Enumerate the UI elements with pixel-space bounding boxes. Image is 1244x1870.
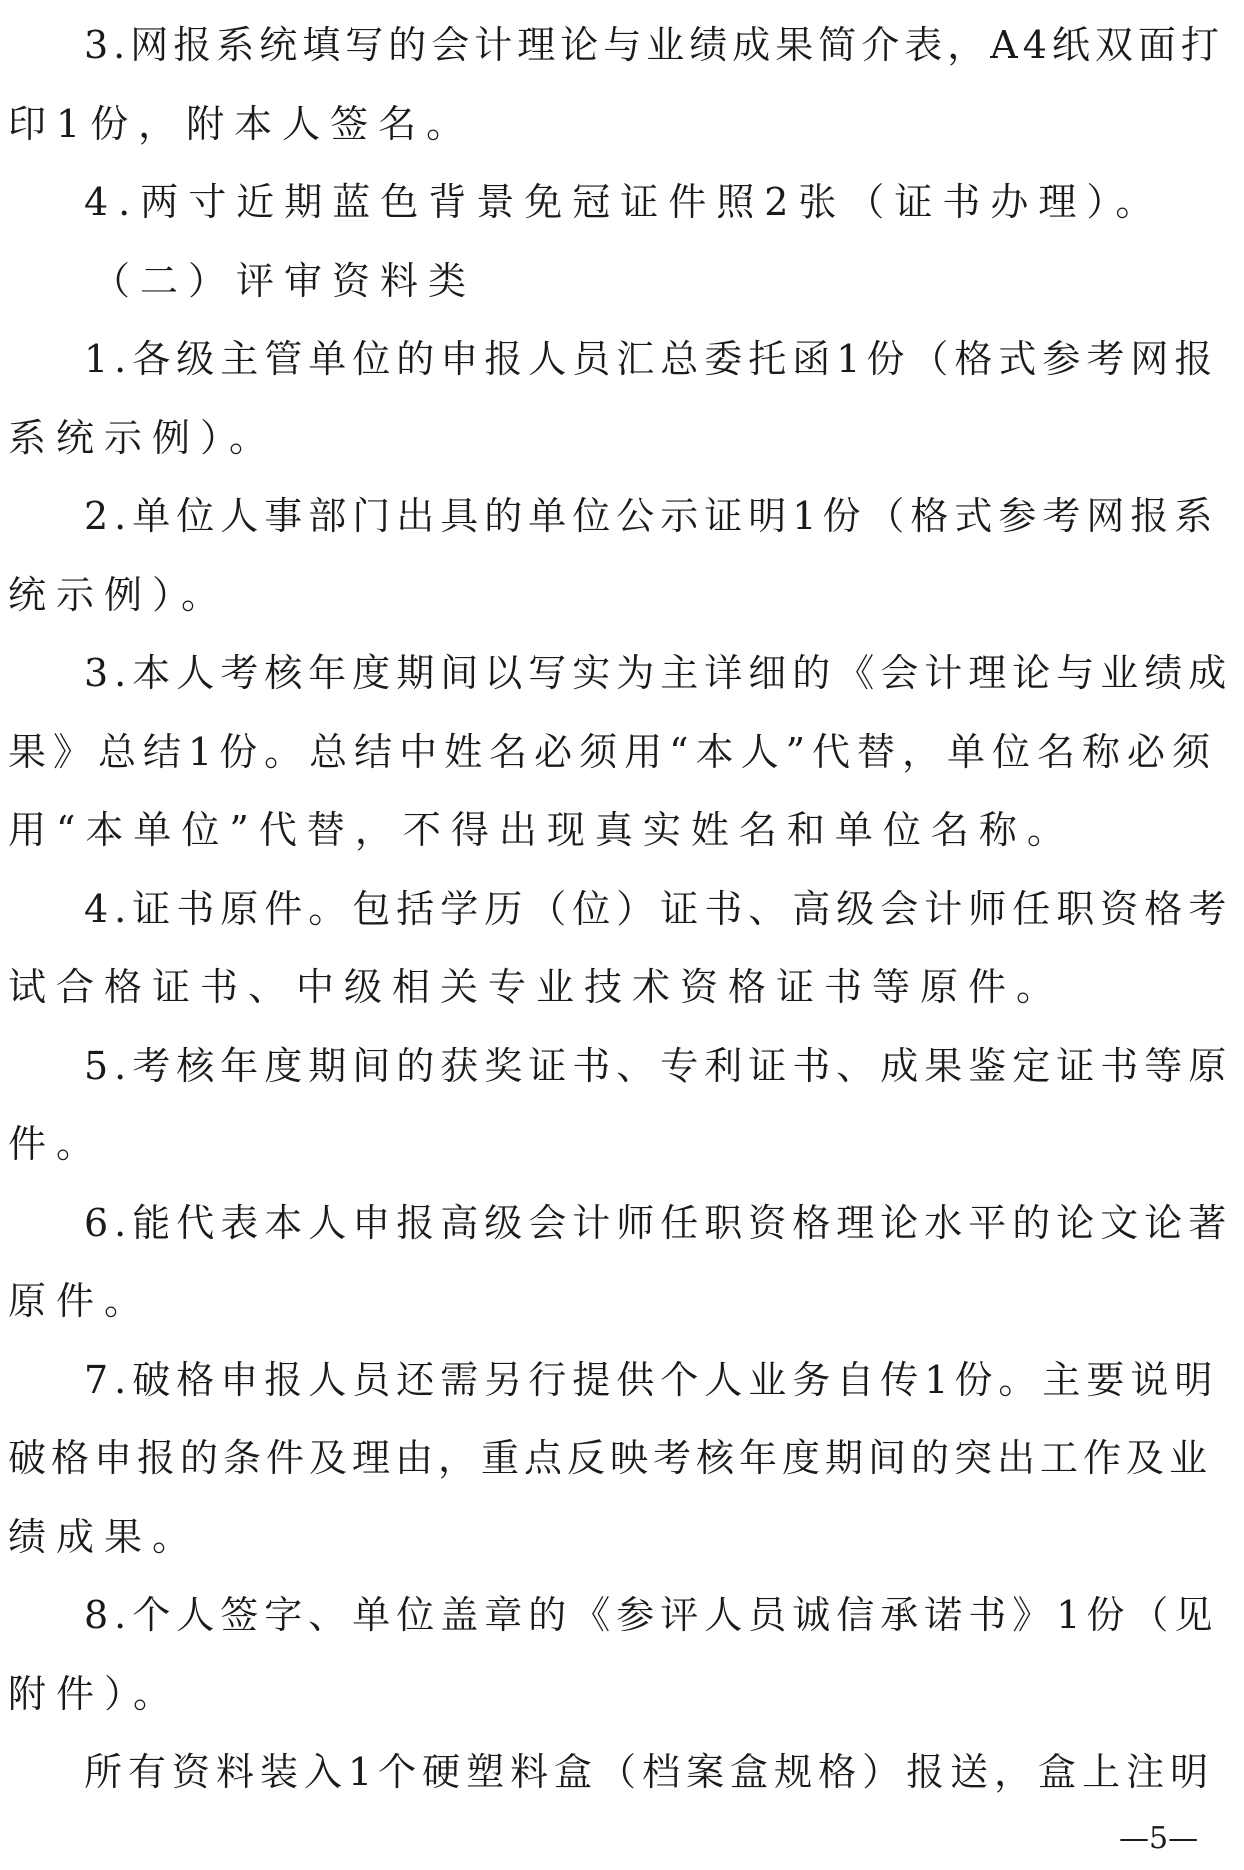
text-line: 附件）。 xyxy=(8,1671,182,1716)
text-line: 系统示例）。 xyxy=(8,415,278,460)
text-line: 5.考核年度期间的获奖证书、专利证书、成果鉴定证书等原 xyxy=(84,1043,1233,1088)
text-line: 果》总结1份。总结中姓名必须用“本人”代替，单位名称必须 xyxy=(8,729,1218,774)
text-line: 3.网报系统填写的会计理论与业绩成果简介表，A4纸双面打 xyxy=(84,23,1224,67)
section-heading: （二）评审资料类 xyxy=(92,258,477,303)
text-line: 1.各级主管单位的申报人员汇总委托函1份（格式参考网报 xyxy=(84,337,1219,381)
text-line: 7.破格申报人员还需另行提供个人业务自传1份。主要说明 xyxy=(84,1357,1219,1402)
text-line: 4.证书原件。包括学历（位）证书、高级会计师任职资格考 xyxy=(84,886,1233,931)
text-line: 破格申报的条件及理由，重点反映考核年度期间的突出工作及业 xyxy=(8,1436,1213,1480)
text-line: 件。 xyxy=(8,1122,105,1166)
text-line: 统示例）。 xyxy=(8,572,230,617)
text-line: 8.个人签字、单位盖章的《参评人员诚信承诺书》1份（见 xyxy=(84,1593,1219,1637)
text-line: 4.两寸近期蓝色背景免冠证件照2张（证书办理）。 xyxy=(84,180,1164,224)
text-line: 3.本人考核年度期间以写实为主详细的《会计理论与业绩成 xyxy=(84,651,1233,695)
document-body xyxy=(8,6,1234,1812)
text-line: 绩成果。 xyxy=(8,1514,201,1559)
text-line: 原件。 xyxy=(8,1279,153,1323)
text-line: 2.单位人事部门出具的单位公示证明1份（格式参考网报系 xyxy=(84,494,1219,538)
text-line: 印1份，附本人签名。 xyxy=(8,101,475,146)
page-number: —5— xyxy=(1119,1821,1199,1856)
text-line: 试合格证书、中级相关专业技术资格证书等原件。 xyxy=(8,965,1065,1009)
text-line: 所有资料装入1个硬塑料盒（档案盒规格）报送，盒上注明 xyxy=(84,1750,1215,1794)
text-line: 6.能代表本人申报高级会计师任职资格理论水平的论文论著 xyxy=(84,1200,1233,1245)
text-line: 用“本单位”代替，不得出现真实姓名和单位名称。 xyxy=(8,808,1075,852)
